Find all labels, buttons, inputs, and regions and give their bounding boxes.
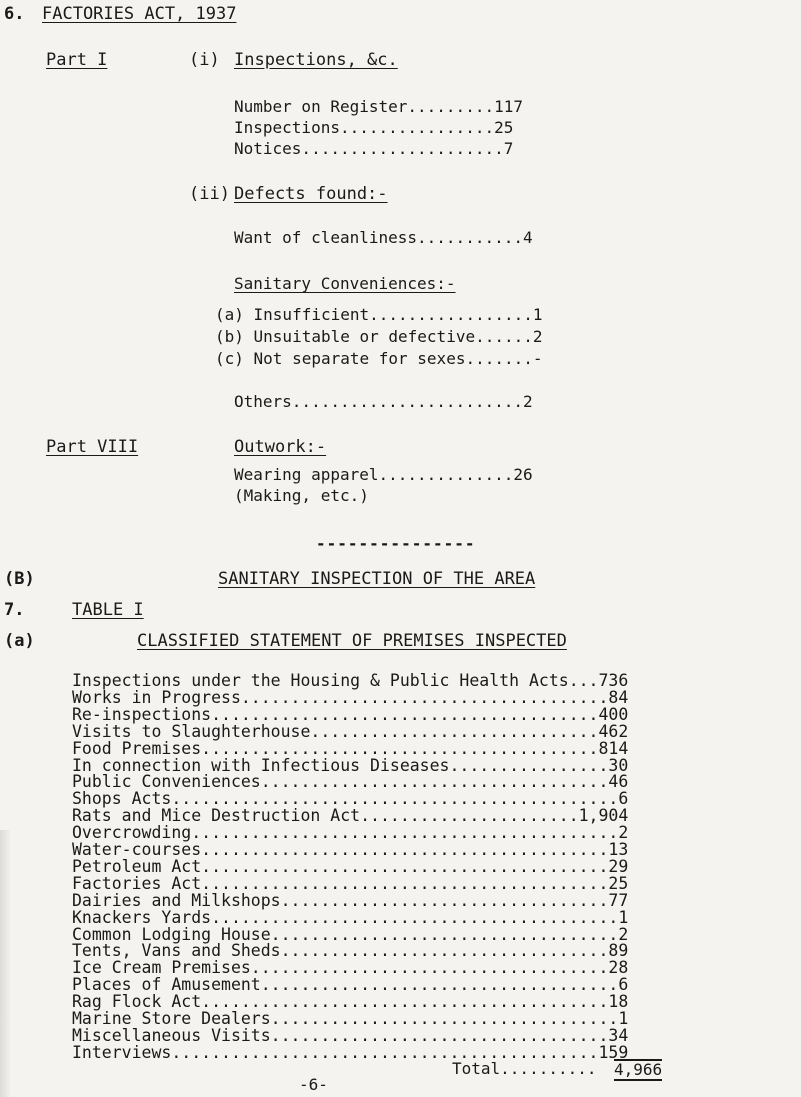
table-title: TABLE I <box>72 600 144 620</box>
subsection-i-number: (i) <box>189 50 220 70</box>
classified-title: CLASSIFIED STATEMENT OF PREMISES INSPECTED <box>137 631 567 651</box>
table-row: In connection with Infectious Diseases................30 <box>72 755 629 775</box>
table-row: Dairies and Milkshops.................................77 <box>72 890 629 910</box>
table-row: Inspections under the Housing & Public Health Acts...736 <box>72 671 629 690</box>
notices-line: Notices.....................7 <box>234 139 514 158</box>
table-row: Rats and Mice Destruction Act......................1,904 <box>72 806 629 826</box>
table-row: Places of Amusement....................................6 <box>72 975 629 995</box>
total-label: Total.......... <box>452 1059 597 1078</box>
page-marker: 6. <box>4 4 25 24</box>
table-row: Shops Acts.............................................6 <box>72 789 629 809</box>
table-row: Overcrowding...........................................2 <box>72 823 629 843</box>
subitem-a-marker: (a) <box>4 631 35 651</box>
part-i-label: Part I <box>46 50 108 70</box>
table-row: Petroleum Act.........................................29 <box>72 856 629 876</box>
table-row: Ice Cream Premises....................................28 <box>72 958 629 978</box>
table-row: Tents, Vans and Sheds.................................89 <box>72 941 629 961</box>
table-row: Miscellaneous Visits..................................34 <box>72 1025 629 1045</box>
table-row: Marine Store Dealers...................................1 <box>72 1009 629 1028</box>
section-b-marker: (B) <box>4 569 35 589</box>
page-number: -6- <box>299 1075 328 1094</box>
table-row: Water-courses.........................................13 <box>72 840 629 859</box>
register-line: Number on Register.........117 <box>234 97 523 116</box>
wearing-apparel-line: Wearing apparel..............26 <box>234 465 533 484</box>
making-note: (Making, etc.) <box>234 486 369 505</box>
table-row: Works in Progress.....................................84 <box>72 687 629 707</box>
subsection-ii-number: (ii) <box>189 184 230 204</box>
sanitary-heading: Sanitary Conveniences:- <box>234 274 456 293</box>
sanitary-line-b: (b) Unsuitable or defective......2 <box>215 327 543 346</box>
sanitary-line-a: (a) Insufficient.................1 <box>215 305 543 324</box>
table-row: Visits to Slaughterhouse.............................462 <box>72 721 629 741</box>
document-title: FACTORIES ACT, 1937 <box>42 4 237 24</box>
scan-edge-shadow <box>0 830 10 1097</box>
outwork-heading: Outwork:- <box>234 437 327 457</box>
subsection-i-title: Inspections, &c. <box>234 50 398 70</box>
others-line: Others........................2 <box>234 392 533 411</box>
item-7-marker: 7. <box>4 600 25 620</box>
table-row: Factories Act.........................................25 <box>72 873 629 893</box>
table-row: Food Premises........................................814 <box>72 738 629 758</box>
table-row: Interviews...........................................159 <box>72 1042 629 1062</box>
section-b-title: SANITARY INSPECTION OF THE AREA <box>218 569 536 589</box>
table-row: Knackers Yards.........................................1 <box>72 907 629 927</box>
section-divider: --------------- <box>316 534 476 553</box>
cleanliness-line: Want of cleanliness...........4 <box>234 228 533 247</box>
total-value: 4,966 <box>614 1060 663 1079</box>
table-row: Common Lodging House...................................2 <box>72 924 629 944</box>
table-row: Public Conveniences...................................46 <box>72 772 629 792</box>
table-row: Rag Flock Act.........................................18 <box>72 992 629 1012</box>
subsection-ii-title: Defects found:- <box>234 184 388 204</box>
part-viii-label: Part VIII <box>46 437 139 457</box>
sanitary-line-c: (c) Not separate for sexes.......- <box>215 349 543 368</box>
table-row: Re-inspections.......................................400 <box>72 704 629 724</box>
inspections-line: Inspections................25 <box>234 118 514 137</box>
